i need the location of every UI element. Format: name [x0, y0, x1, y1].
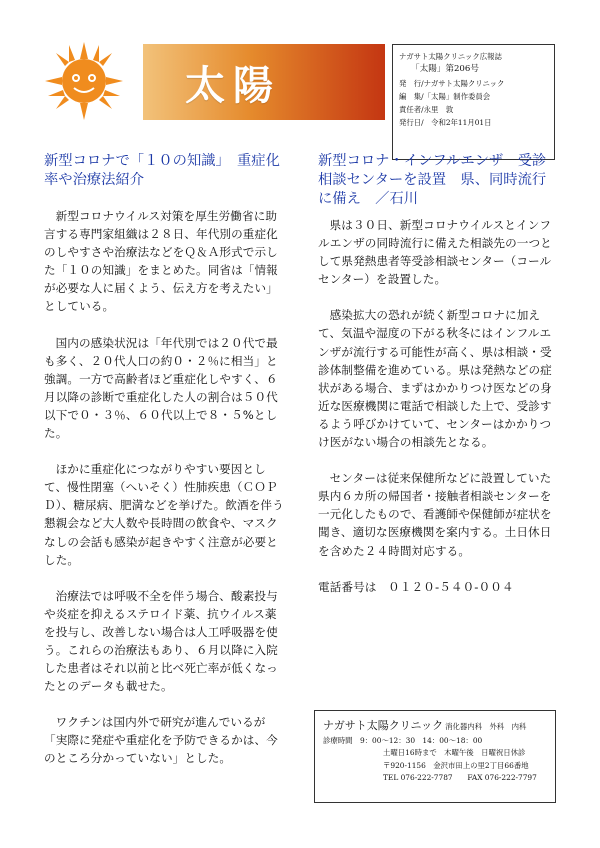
banner-title: 太陽 [185, 61, 281, 109]
clinic-name: ナガサト太陽クリニック [323, 719, 444, 732]
clinic-hours: 診療時間 9：00～12：30 14：00～18：00 [323, 736, 483, 745]
clinic-address: 〒920-1156 金沢市田上の里2丁目66番地 [383, 760, 529, 770]
article-right-paragraph: センターは従来保健所などに設置していた県内６カ所の帰国者・接触者相談センターを一元化したもので、看護師や保健師が症状を聞き、適切な医療機関を案内する。土日休日を含めた２４時間対応する。 [318, 471, 552, 558]
article-left-paragraph: ほかに重症化につながりやすい要因として、慢性閉塞（へいそく）性肺疾患（ＣＯＰＤ）、糖尿病、肥満などを挙げた。飲酒を伴う懇親会など大人数や長時間の飲食や、マスクなしの会話も感染が起きやすく注意が必要とした。 [44, 462, 284, 567]
title-banner [143, 44, 385, 120]
clinic-departments: 消化器内科 外科 内科 [445, 722, 527, 731]
article-right-paragraph: 県は３０日、新型コロナウイルスとインフルエンザの同時流行に備えた相談先の一つとして県発熱患者等受診相談センター（コールセンター）を設置した。 [318, 218, 552, 287]
issue-number: 「太陽」第206号 [411, 64, 479, 75]
article-left-body [44, 207, 286, 786]
clinic-name-row [323, 717, 547, 735]
publisher: 発 行/ナガサト太陽クリニック [399, 78, 505, 88]
article-right-title: 新型コロナ・インフルエンザ 受診相談センターを設置 県、同時流行に備え ／石川 [318, 153, 547, 207]
clinic-info-box [314, 710, 556, 803]
article-right-body [318, 216, 560, 596]
manager: 責任者/永里 敦 [399, 105, 454, 115]
issue-date: 発行日/ 令和2年11月01日 [399, 118, 492, 128]
article-left-paragraph: 国内の感染状況は「年代別では２０代で最も多く、２０代人口の約０・２％に相当」と強調。一方で高齢者ほど重症化しやすく、６月以降の診断で重症化した人の割合は５０代以下で０・３％、６０代以上で８・５%とした。 [44, 335, 278, 441]
article-left-paragraph: 新型コロナウイルス対策を厚生労働省に助言する専門家組織は２８日、年代別の重症化のしやすさや治療法などをＱ＆Ａ形式で示した「１０の知識」をまとめた。同省は「情報が必要な人に届くよう、伝え方を考えたい」としている。 [44, 209, 278, 314]
article-right-paragraph: 感染拡大の恐れが続く新型コロナに加えて、気温や湿度の下がる秋冬にはインフルエンザが流行する可能性が高く、県は相談・受診体制整備を進めている。県は発熱などの症状がある場合、まずはかかりつけ医などの身近な医療機関に電話で相談した上で、受診するよう呼びかけていて、センターはかかりつけ医がない場合の相談先となる。 [318, 308, 552, 450]
article-left-paragraph: ワクチンは国内外で研究が進んでいるが「実際に発症や重症化を予防できるかは、今のところ分かっていない」とした。 [44, 715, 278, 766]
clinic-contact: TEL 076-222-7787 FAX 076-222-7797 [383, 773, 537, 783]
phone-number: 電話番号は ０１２０-５４０-００４ [318, 579, 514, 594]
article-left-paragraph: 治療法では呼吸不全を伴う場合、酸素投与や炎症を抑えるステロイド薬、抗ウイルス薬を投与し、改善しない場合は人工呼吸器を使う。これらの治療法もあり、６月以降に入院した患者はそれ以前と比べ死亡率が低くなったとのデータも載せた。 [44, 588, 278, 694]
article-left-title: 新型コロナで「１０の知識」 重症化率や治療法紹介 [44, 153, 280, 188]
clinic-hours-note: 土曜日16時まで 木曜午後 日曜祝日休診 [383, 748, 526, 758]
publication-info-box [392, 44, 555, 160]
sun-logo [43, 40, 125, 122]
publication-name: ナガサト太陽クリニック広報誌 [399, 52, 502, 61]
editor: 編 集/「太陽」制作委員会 [399, 91, 491, 101]
